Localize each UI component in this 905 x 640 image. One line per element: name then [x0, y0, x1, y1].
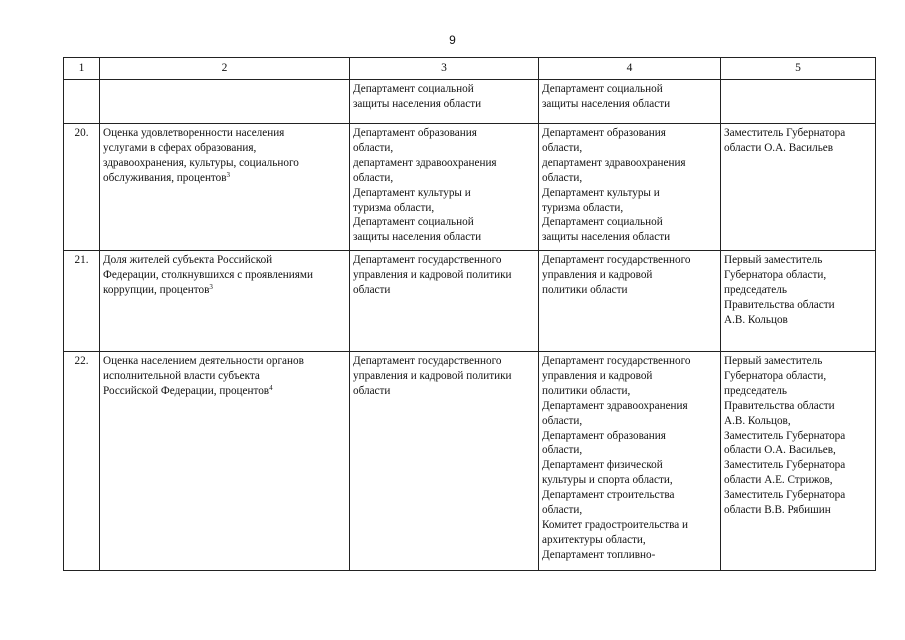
coexecutor-cell-text: Департамент строительства: [542, 489, 675, 502]
coexecutor-cell-line: [542, 97, 717, 112]
official-cell-line: [724, 473, 872, 488]
responsible-cell-line: [353, 97, 535, 112]
official-cell-line: [724, 283, 872, 298]
row-number-cell: [64, 124, 100, 251]
coexecutor-cell-text: Департамент культуры и: [542, 186, 660, 199]
official-cell-line: [724, 414, 872, 429]
responsible-cell-text: управления и кадровой политики: [353, 268, 512, 281]
responsible-cell-text: Департамент социальной: [353, 216, 474, 229]
coexecutor-cell-text: защиты населения области: [542, 97, 671, 110]
official-cell-text: Заместитель Губернатора: [724, 459, 846, 472]
official-cell: [721, 251, 876, 352]
coexecutor-cell-text: области,: [542, 171, 583, 184]
header-col-3: 3: [350, 58, 539, 80]
official-cell-text: Заместитель Губернатора: [724, 489, 846, 502]
header-col-5: 5: [721, 58, 876, 80]
official-cell-line: [724, 458, 872, 473]
responsible-cell: [350, 352, 539, 571]
coexecutor-cell-text: архитектуры области,: [542, 533, 646, 546]
coexecutor-cell-text: области,: [542, 414, 583, 427]
indicator-cell-line: [103, 253, 346, 268]
responsible-cell-text: защиты населения области: [353, 97, 482, 110]
official-cell-line: [724, 354, 872, 369]
official-cell-text: Правительства области: [724, 399, 835, 412]
official-cell-text: Заместитель Губернатора: [724, 127, 846, 139]
coexecutor-cell-text: Департамент топливно-: [542, 548, 656, 561]
coexecutor-cell-line: [542, 230, 717, 245]
official-cell-line: [724, 141, 872, 156]
indicator-cell-line: [103, 369, 346, 384]
responsible-cell-text: области: [353, 283, 391, 296]
coexecutor-cell-text: туризма области,: [542, 201, 624, 214]
indicator-cell-text: Российской Федерации, процентов: [103, 384, 270, 397]
indicator-cell-line: [103, 156, 346, 171]
coexecutor-cell-text: Департамент государственного: [542, 254, 691, 266]
indicator-cell-text: здравоохранения, культуры, социального: [103, 156, 299, 169]
coexecutor-cell-text: защиты населения области: [542, 231, 671, 244]
official-cell-line: [724, 443, 872, 458]
coexecutor-cell: [539, 124, 721, 251]
official-cell-text: Правительства области: [724, 298, 835, 311]
official-cell-text: области О.А. Васильев,: [724, 444, 836, 457]
coexecutor-cell-text: политики области,: [542, 384, 631, 397]
row-number: 22.: [74, 355, 89, 367]
responsible-cell-text: управления и кадровой политики: [353, 369, 512, 382]
responsible-cell-text: Департамент государственного: [353, 355, 502, 367]
official-cell-text: председатель: [724, 384, 787, 397]
coexecutor-cell-line: [542, 443, 717, 458]
responsible-cell-line: [353, 126, 535, 141]
footnote-mark: 4: [269, 383, 273, 392]
indicator-cell-text: Оценка населением деятельности органов: [103, 355, 304, 367]
responsible-cell-text: Департамент образования: [353, 127, 477, 139]
footnote-mark: 3: [209, 282, 213, 291]
coexecutor-cell-text: Департамент образования: [542, 429, 666, 442]
responsible-cell-line: [353, 186, 535, 201]
coexecutor-cell-text: Департамент социальной: [542, 83, 663, 95]
indicator-cell-line: [103, 384, 346, 399]
responsible-cell-line: [353, 253, 535, 268]
indicator-cell-text: услугами в сферах образования,: [103, 141, 257, 154]
indicator-cell-line: [103, 126, 346, 141]
indicator-cell: [100, 352, 350, 571]
coexecutor-cell-line: [542, 82, 717, 97]
official-cell-text: председатель: [724, 283, 787, 296]
indicator-cell-line: [103, 141, 346, 156]
responsible-cell-line: [353, 82, 535, 97]
coexecutor-cell-text: политики области: [542, 283, 628, 296]
coexecutor-cell-line: [542, 268, 717, 283]
indicator-cell: [100, 124, 350, 251]
coexecutor-cell-line: [542, 283, 717, 298]
coexecutor-cell-text: Департамент физической: [542, 459, 663, 472]
coexecutor-cell-text: Комитет градостроительства и: [542, 518, 689, 531]
official-cell: [721, 124, 876, 251]
indicator-cell-text: Доля жителей субъекта Российской: [103, 254, 273, 266]
responsible-cell: [350, 251, 539, 352]
official-cell-line: [724, 399, 872, 414]
indicator-cell-line: [103, 171, 346, 186]
official-cell-line: [724, 313, 872, 328]
coexecutor-cell-line: [542, 369, 717, 384]
coexecutor-cell-line: [542, 458, 717, 473]
coexecutor-cell-text: управления и кадровой: [542, 268, 653, 281]
coexecutor-cell-line: [542, 384, 717, 399]
responsible-cell-line: [353, 230, 535, 245]
coexecutor-cell-text: культуры и спорта области,: [542, 474, 673, 487]
responsible-cell-line: [353, 171, 535, 186]
table-row: [64, 80, 876, 124]
official-cell-text: Первый заместитель: [724, 355, 823, 367]
coexecutor-cell-text: области,: [542, 504, 583, 517]
official-cell-text: Первый заместитель: [724, 254, 823, 266]
responsible-cell-text: защиты населения области: [353, 231, 482, 244]
indicator-cell-text: Оценка удовлетворенности населения: [103, 127, 285, 139]
coexecutor-cell-line: [542, 186, 717, 201]
official-cell: [721, 80, 876, 124]
coexecutor-cell: [539, 352, 721, 571]
coexecutor-cell-text: департамент здравоохранения: [542, 156, 686, 169]
page-number: 9: [449, 33, 456, 47]
table-row: [64, 124, 876, 251]
responsible-cell: [350, 80, 539, 124]
coexecutor-cell-line: [542, 414, 717, 429]
coexecutor-cell-text: области,: [542, 444, 583, 457]
responsible-cell-line: [353, 141, 535, 156]
responsible-cell-line: [353, 268, 535, 283]
coexecutor-cell-line: [542, 518, 717, 533]
coexecutor-cell-line: [542, 156, 717, 171]
responsible-cell-line: [353, 201, 535, 216]
coexecutor-cell-text: области,: [542, 141, 583, 154]
responsible-cell-text: туризма области,: [353, 201, 435, 214]
header-col-1: 1: [64, 58, 100, 80]
responsible-cell-text: области: [353, 384, 391, 397]
official-cell-line: [724, 384, 872, 399]
official-cell-line: [724, 253, 872, 268]
indicator-cell-line: [103, 354, 346, 369]
official-cell-text: Заместитель Губернатора: [724, 429, 846, 442]
indicator-cell-text: Федерации, столкнувшихся с проявлениями: [103, 268, 313, 281]
coexecutor-cell-text: Департамент образования: [542, 127, 666, 139]
row-number: 21.: [74, 254, 89, 266]
indicator-cell-text: коррупции, процентов: [103, 283, 210, 296]
coexecutor-cell-line: [542, 473, 717, 488]
official-cell-text: области О.А. Васильев: [724, 141, 834, 154]
header-col-4: 4: [539, 58, 721, 80]
coexecutor-cell-line: [542, 141, 717, 156]
coexecutor-cell-text: Департамент социальной: [542, 216, 663, 229]
coexecutor-cell-line: [542, 533, 717, 548]
official-cell-text: А.В. Кольцов,: [724, 414, 791, 427]
official-cell-line: [724, 369, 872, 384]
coexecutor-cell-line: [542, 429, 717, 444]
official-cell-line: [724, 268, 872, 283]
official-cell: [721, 352, 876, 571]
official-cell-line: [724, 126, 872, 141]
footnote-mark: 3: [226, 170, 231, 179]
responsible-cell-text: Департамент социальной: [353, 83, 474, 95]
responsible-cell-text: области,: [353, 141, 394, 154]
responsible-cell-line: [353, 384, 535, 399]
responsible-cell-line: [353, 354, 535, 369]
document-table: [63, 57, 876, 571]
responsible-cell-text: департамент здравоохранения: [353, 156, 497, 169]
responsible-cell-text: Департамент государственного: [353, 254, 502, 266]
indicator-cell-text: исполнительной власти субъекта: [103, 369, 260, 382]
row-number-cell: [64, 352, 100, 571]
coexecutor-cell-line: [542, 253, 717, 268]
coexecutor-cell-line: [542, 354, 717, 369]
coexecutor-cell: [539, 251, 721, 352]
coexecutor-cell-line: [542, 399, 717, 414]
official-cell-text: области А.Е. Стрижов,: [724, 474, 833, 487]
official-cell-text: Губернатора области,: [724, 369, 827, 382]
indicator-cell: [100, 80, 350, 124]
coexecutor-cell-line: [542, 548, 717, 563]
coexecutor-cell-line: [542, 126, 717, 141]
responsible-cell-text: Департамент культуры и: [353, 186, 471, 199]
responsible-cell-line: [353, 156, 535, 171]
indicator-cell-text: обслуживания, процентов: [103, 171, 227, 184]
responsible-cell-line: [353, 369, 535, 384]
official-cell-line: [724, 429, 872, 444]
official-cell-line: [724, 298, 872, 313]
coexecutor-cell-line: [542, 503, 717, 518]
responsible-cell: [350, 124, 539, 251]
coexecutor-cell-line: [542, 171, 717, 186]
row-number: 20.: [74, 127, 89, 139]
header-row: [64, 58, 876, 80]
coexecutor-cell-text: управления и кадровой: [542, 369, 653, 382]
table-row: [64, 352, 876, 571]
header-col-2: 2: [100, 58, 350, 80]
responsible-cell-line: [353, 215, 535, 230]
coexecutor-cell-text: Департамент здравоохранения: [542, 399, 688, 412]
indicator-cell: [100, 251, 350, 352]
table-row: [64, 251, 876, 352]
official-cell-line: [724, 488, 872, 503]
responsible-cell-text: области,: [353, 171, 394, 184]
official-cell-text: области В.В. Рябишин: [724, 504, 831, 517]
coexecutor-cell-line: [542, 215, 717, 230]
responsible-cell-line: [353, 283, 535, 298]
coexecutor-cell-line: [542, 488, 717, 503]
indicator-cell-line: [103, 283, 346, 298]
indicator-cell-line: [103, 268, 346, 283]
row-number-cell: [64, 80, 100, 124]
official-cell-text: Губернатора области,: [724, 268, 827, 281]
row-number-cell: [64, 251, 100, 352]
official-cell-line: [724, 503, 872, 518]
official-cell-text: А.В. Кольцов: [724, 313, 788, 326]
coexecutor-cell: [539, 80, 721, 124]
coexecutor-cell-text: Департамент государственного: [542, 355, 691, 367]
coexecutor-cell-line: [542, 201, 717, 216]
